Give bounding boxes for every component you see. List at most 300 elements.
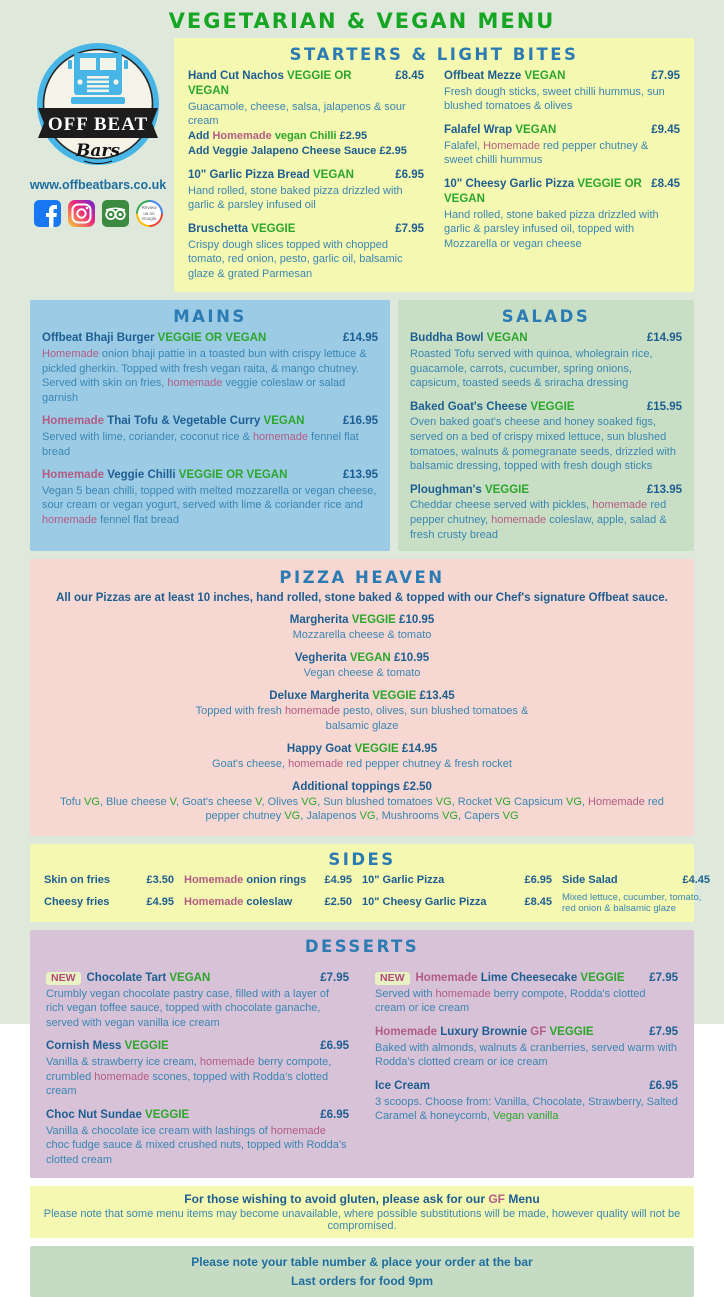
item-name: [410, 400, 574, 415]
homemade-label: homemade: [435, 987, 491, 1000]
starters-title: STARTERS & LIGHT BITES: [289, 45, 579, 64]
text-seg: Luxury Brownie: [437, 1025, 531, 1038]
text-seg: Ploughman's: [410, 483, 485, 496]
homemade-label: Homemade: [212, 129, 272, 142]
diet-tag: VG: [359, 810, 376, 823]
website-link[interactable]: www.offbeatbars.co.uk: [29, 178, 167, 192]
item-name: [46, 1108, 189, 1123]
item-desc: [46, 987, 349, 1031]
item-name: [188, 222, 295, 237]
homemade-label: homemade: [94, 1070, 150, 1083]
sides-title: SIDES: [328, 849, 396, 869]
diet-tag: VEGAN: [169, 971, 211, 984]
text-seg: ,: [581, 796, 589, 809]
text-seg: Thai Tofu & Vegetable Curry: [104, 415, 264, 428]
text-seg: Vegan cheese & tomato: [303, 667, 421, 680]
text-seg: For those wishing to avoid gluten, please ask for our: [184, 1192, 489, 1207]
text-seg: , Sun blushed tomatoes: [317, 796, 436, 809]
section-mains: [30, 300, 390, 551]
menu-item: [188, 168, 424, 213]
section-sides: [30, 844, 710, 922]
menu-item: [410, 331, 682, 390]
item-head: [42, 414, 378, 429]
salads-items: [410, 331, 682, 542]
menu-item: [444, 69, 680, 114]
text-seg: berry compote, crumbled: [46, 1056, 332, 1083]
side-item: [184, 896, 352, 910]
item-price: £7.95: [649, 1025, 678, 1038]
homemade-label: Homemade: [42, 347, 99, 360]
text-seg: Mozzarella cheese & tomato: [292, 628, 432, 641]
new-badge: NEW: [375, 972, 410, 986]
menu-item: [410, 483, 682, 542]
diet-tag: V: [255, 796, 262, 809]
item-name: [444, 69, 565, 84]
homemade-label: Homemade: [184, 895, 244, 908]
diet-tag: VEGGIE: [484, 483, 530, 496]
pizza-item: [42, 689, 682, 733]
top-row: [30, 38, 694, 292]
item-desc: [410, 415, 682, 473]
side-item-name: [562, 874, 618, 888]
text-seg: Vanilla & chocolate ice cream with lashings of: [46, 1124, 271, 1137]
homemade-label: homemade: [284, 705, 340, 718]
diet-tag: VG: [284, 810, 301, 823]
menu-item: [42, 331, 378, 405]
text-seg: Veggie Chilli: [104, 469, 179, 482]
item-name: [375, 971, 625, 986]
salads-title: SALADS: [501, 307, 591, 327]
side-item: [184, 874, 352, 888]
item-name: [46, 1039, 169, 1054]
page-title: VEGETARIAN & VEGAN MENU: [168, 9, 556, 33]
diet-tag: VG: [435, 796, 452, 809]
text-seg: Add Veggie Jalapeno Cheese Sauce £2.95: [188, 144, 407, 157]
text-seg: Roasted Tofu served with quinoa, wholegrain rice, guacamole, carrots, cucumber, spring onions, capsicum, toasted seeds & sriracha dressing: [410, 347, 653, 390]
pizza-item-name: [42, 780, 682, 795]
sides-grid: [44, 873, 710, 921]
menu-item: [46, 1039, 349, 1098]
diet-tag: VEGGIE: [124, 1040, 169, 1053]
instagram-icon[interactable]: [68, 200, 95, 227]
text-seg: 10" Garlic Pizza: [362, 873, 445, 886]
diet-tag: VEGGIE: [145, 1108, 190, 1121]
side-item-price: £8.45: [524, 895, 552, 908]
item-desc: [46, 1124, 349, 1168]
item-desc: [375, 1041, 678, 1070]
item-desc: [375, 987, 678, 1016]
text-seg: choc fudge sauce & mixed crushed nuts, topped with Rodda's clotted cream: [46, 1139, 347, 1166]
homemade-label: homemade: [42, 513, 98, 526]
diet-tag: VG: [442, 810, 459, 823]
text-seg: Menu: [505, 1192, 540, 1207]
diet-tag: VG: [495, 796, 511, 809]
starters-column-left: [188, 69, 424, 290]
mid-row: [30, 300, 694, 551]
text-seg: Fresh dough sticks, sweet chilli hummus, sun blushed tomatoes & olives: [444, 85, 665, 113]
item-price: £6.95: [395, 168, 424, 181]
diet-tag: VEGAN: [349, 652, 391, 665]
text-seg: fennel flat bread: [97, 513, 179, 526]
diet-tag: VEGGIE: [351, 614, 396, 627]
side-item-name: [184, 874, 306, 888]
text-seg: coleslaw: [243, 895, 293, 908]
item-desc: [444, 208, 680, 252]
item-price: £7.95: [395, 222, 424, 235]
gluten-note-line2: Please note that some menu items may become unavailable, where possible substitutions will be made, however quality will not be compromised.: [43, 1208, 681, 1233]
item-head: [410, 400, 682, 415]
text-seg: Hand rolled, stone baked pizza drizzled with garlic & parsley infused oil, topped with Mozzarella or vegan cheese: [444, 208, 659, 250]
item-name: [410, 483, 529, 498]
item-desc: [375, 1095, 678, 1124]
side-item-desc: [562, 892, 710, 915]
side-item: [362, 874, 552, 888]
pizza-item-desc: [192, 666, 532, 680]
side-item-name: [44, 874, 110, 888]
menu-item: [42, 414, 378, 459]
desserts-column-left: [46, 971, 349, 1176]
item-desc: [188, 238, 424, 282]
diet-tag: VEGAN: [263, 415, 305, 428]
pizza-item: [42, 613, 682, 642]
menu-item: [188, 69, 424, 159]
side-item-name: [362, 874, 444, 888]
google-review-inner: [138, 202, 161, 225]
text-seg: red pepper chutney & fresh rocket: [343, 757, 512, 770]
pizza-item-desc: [52, 795, 672, 824]
text-seg: red pepper chutney,: [410, 499, 667, 526]
menu-item: [46, 1108, 349, 1167]
side-item: [44, 896, 174, 910]
side-item-price: £4.95: [324, 873, 352, 886]
text-seg: Falafel,: [444, 139, 484, 152]
diet-tag: VG: [301, 796, 318, 809]
homemade-label: Homemade: [415, 971, 478, 984]
text-seg: Baked Goat's Cheese: [410, 400, 531, 413]
item-head: [375, 1079, 678, 1094]
text-seg: , Capers: [458, 810, 503, 823]
text-seg: onion bhaji pattie in a toasted bun with crispy lettuce & pickled gherkin. Topped with fresh vegan raita, & mango chutney. Served with skin on fries,: [42, 347, 367, 390]
item-head: [410, 331, 682, 346]
item-name: [46, 971, 210, 986]
offbeat-bars-logo: [32, 40, 164, 172]
text-seg: Crispy dough slices topped with chopped tomato, red onion, pesto, garlic oil, balsamic glaze & grated Parmesan: [188, 238, 403, 280]
item-desc: [42, 430, 378, 459]
desserts-title: DESSERTS: [304, 936, 420, 956]
homemade-label: homemade: [252, 430, 308, 443]
item-head: [42, 331, 378, 346]
diet-tag: VEGGIE: [530, 400, 575, 413]
text-seg: 10" Cheesy Garlic Pizza: [444, 177, 578, 190]
item-head: [46, 1108, 349, 1123]
diet-tag: V: [169, 796, 176, 809]
pizza-title: PIZZA HEAVEN: [279, 568, 445, 588]
side-item-name: [184, 896, 292, 910]
text-seg: Served with: [375, 987, 436, 1000]
text-seg: scones, topped with Rodda's clotted cream: [46, 1070, 329, 1098]
text-seg: 3 scoops. Choose from: Vanilla, Chocolate, Strawberry, Salted Caramel & honeycomb,: [375, 1095, 678, 1123]
item-addon-line: [188, 129, 424, 144]
item-head: [188, 168, 424, 183]
text-seg: Cheesy fries: [44, 895, 110, 908]
menu-item: [444, 177, 680, 251]
text-seg: Chocolate Tart: [86, 971, 170, 984]
item-price: £14.95: [342, 332, 378, 345]
text-seg: Buddha Bowl: [410, 332, 487, 345]
diet-tag: VEGGIE: [549, 1025, 594, 1038]
text-seg: Mixed lettuce, cucumber, tomato, red onion & balsamic glaze: [562, 891, 702, 915]
side-item-name: [362, 896, 486, 910]
text-seg: Goat's cheese,: [212, 757, 289, 770]
mains-title: MAINS: [173, 307, 247, 327]
diet-tag: VEGGIE: [372, 690, 417, 703]
pizza-item-desc: [192, 628, 532, 642]
logo-script: Bars: [76, 141, 120, 161]
new-badge: NEW: [46, 972, 81, 986]
diet-tag: VEGAN: [515, 123, 557, 136]
homemade-label: Homemade: [184, 873, 244, 886]
homemade-label: Homemade: [42, 415, 104, 428]
text-seg: red pepper chutney & sweet chilli hummus: [444, 139, 649, 167]
mains-items: [42, 331, 378, 527]
text-seg: Additional toppings £2.50: [292, 781, 432, 794]
text-seg: red pepper chutney: [205, 796, 664, 823]
item-addon-line: [188, 144, 424, 159]
text-seg: Choc Nut Sundae: [46, 1108, 146, 1121]
item-price: £14.95: [646, 332, 682, 345]
side-item: [44, 874, 174, 888]
item-name: [375, 1079, 430, 1094]
starters-column-right: [444, 69, 680, 290]
item-name: [42, 468, 287, 483]
item-price: £6.95: [320, 1040, 349, 1053]
homemade-label: Homemade: [483, 139, 540, 152]
text-seg: Hand Cut Nachos: [188, 70, 288, 82]
google-review-label: Review us on Google: [141, 204, 157, 222]
diet-tag: VEGGIE OR VEGAN: [157, 332, 267, 345]
text-seg: veggie coleslaw or salad garnish: [42, 377, 346, 404]
menu-item: [188, 222, 424, 281]
text-seg: £14.95: [398, 743, 438, 756]
sides-column: [362, 874, 552, 921]
homemade-label: Homemade: [588, 796, 645, 809]
brand-block: [30, 38, 166, 227]
item-price: £16.95: [342, 415, 378, 428]
text-seg: Vanilla & strawberry ice cream,: [46, 1056, 200, 1069]
text-seg: Skin on fries: [44, 873, 111, 886]
menu-item: [46, 971, 349, 1030]
diet-tag: VG: [565, 796, 582, 809]
text-seg: Cheddar cheese served with pickles,: [410, 499, 593, 512]
text-seg: Vegherita: [294, 652, 350, 665]
item-name: [410, 331, 528, 346]
text-seg: coleslaw, apple, salad & fresh crusty bread: [410, 513, 667, 541]
pizza-subtitle: All our Pizzas are at least 10 inches, hand rolled, stone baked & topped with our Chef's signature Offbeat sauce.: [56, 592, 668, 605]
homemade-label: Homemade: [375, 1025, 437, 1038]
menu-item: [375, 1025, 678, 1070]
sides-column: [562, 874, 710, 921]
menu-item: [444, 123, 680, 168]
pizza-item-name: [42, 689, 682, 704]
section-salads: [398, 300, 694, 551]
item-head: [46, 971, 349, 986]
item-name: [188, 168, 354, 183]
homemade-label: homemade: [199, 1056, 255, 1069]
text-seg: Falafel Wrap: [444, 123, 516, 136]
item-desc: [410, 498, 682, 542]
item-name: [444, 123, 556, 138]
text-seg: £10.95: [395, 614, 435, 627]
pizza-item: [42, 651, 682, 680]
social-row: [34, 200, 163, 227]
diet-tag: VG: [502, 810, 519, 823]
diet-tag: VEGAN: [486, 332, 528, 345]
item-price: £6.95: [320, 1108, 349, 1121]
text-seg: berry compote, Rodda's clotted cream or ice cream: [375, 987, 646, 1015]
text-seg: , Jalapenos: [300, 810, 360, 823]
text-seg: Bruschetta: [188, 222, 252, 235]
text-seg: Side Salad: [562, 873, 618, 886]
text-seg: Topped with fresh: [195, 705, 285, 718]
diet-tag: Vegan vanilla: [493, 1110, 559, 1123]
homemade-label: homemade: [167, 377, 223, 390]
homemade-label: homemade: [270, 1124, 326, 1137]
text-seg: Crumbly vegan chocolate pastry case, filled with a layer of rich vegan toffee sauce, topped with chocolate ganache, served with vegan vanilla ice cream: [46, 987, 330, 1029]
logo-wordmark: OFF BEAT: [47, 114, 149, 135]
text-seg: Capsicum: [510, 796, 566, 809]
google-review-icon[interactable]: [136, 200, 163, 227]
text-seg: Baked with almonds, walnuts & cranberries, served warm with Rodda's clotted cream or ice cream: [375, 1041, 678, 1069]
text-seg: Lime Cheesecake: [477, 971, 581, 984]
item-desc: [410, 347, 682, 391]
homemade-label: GF: [530, 1025, 547, 1038]
item-head: [444, 123, 680, 138]
facebook-icon[interactable]: [34, 200, 61, 227]
text-seg: Cornish Mess: [46, 1040, 125, 1053]
sides-column: [184, 874, 352, 921]
text-seg: 10" Garlic Pizza Bread: [188, 168, 313, 181]
text-seg: Hand rolled, stone baked pizza drizzled with garlic & parsley infused oil: [188, 184, 403, 212]
diet-tag: VEGGIE: [580, 971, 625, 984]
pizza-item-name: [42, 742, 682, 757]
text-seg: Deluxe Margherita: [269, 690, 373, 703]
item-price: £8.45: [395, 70, 424, 82]
side-item-price: £6.95: [524, 873, 552, 886]
item-price: £7.95: [320, 971, 349, 984]
pizza-item: [42, 742, 682, 771]
diet-tag: vegan Chilli: [274, 129, 337, 142]
diet-tag: VG: [84, 796, 100, 809]
text-seg: , Rocket: [451, 796, 496, 809]
homemade-label: GF: [488, 1192, 506, 1207]
menu-item: [375, 971, 678, 1016]
diet-tag: VEGGIE: [251, 222, 296, 235]
diet-tag: VEGGIE OR VEGAN: [178, 469, 288, 482]
text-seg: , Blue cheese: [99, 796, 170, 809]
item-desc: [444, 85, 680, 114]
item-head: [375, 1025, 678, 1040]
item-name: [375, 1025, 594, 1040]
item-price: £8.45: [651, 177, 680, 190]
text-seg: Guacamole, cheese, salsa, jalapenos & sour cream: [188, 100, 406, 128]
text-seg: Oven baked goat's cheese and honey soaked figs, served on a bed of crispy mixed lettuce, sun blushed tomatoes, walnuts & pomegranate seeds, drizzled with balsamic dressing, topped with fresh dough sticks: [410, 416, 676, 473]
item-desc: [42, 347, 378, 405]
side-item: [562, 874, 710, 888]
order-note-line1: Please note your table number & place your order at the bar: [191, 1255, 533, 1270]
menu-item: [42, 468, 378, 527]
item-desc: [46, 1055, 349, 1099]
text-seg: £10.95: [390, 652, 430, 665]
side-item: [362, 896, 552, 910]
text-seg: pesto, olives, sun blushed tomatoes & balsamic glaze: [325, 705, 529, 732]
text-seg: £2.95: [336, 129, 368, 142]
text-seg: fennel flat bread: [42, 430, 359, 458]
pizza-item: [42, 780, 682, 824]
item-head: [188, 222, 424, 237]
diet-tag: VEGAN: [524, 70, 566, 82]
pizza-items: [42, 613, 682, 824]
order-note-line2: Last orders for food 9pm: [290, 1273, 433, 1288]
item-name: [42, 414, 304, 429]
homemade-label: homemade: [491, 513, 547, 526]
tripadvisor-icon[interactable]: [102, 200, 129, 227]
item-price: £7.95: [651, 70, 680, 82]
item-desc: [444, 139, 680, 168]
side-item-price: £3.50: [146, 873, 174, 886]
text-seg: Tofu: [60, 796, 85, 809]
item-name: [42, 331, 266, 346]
pizza-item-desc: [192, 757, 532, 771]
text-seg: , Goat's cheese: [175, 796, 256, 809]
menu-item: [375, 1079, 678, 1124]
text-seg: Ice Cream: [375, 1079, 430, 1092]
text-seg: Vegan 5 bean chilli, topped with melted mozzarella or vegan cheese, sour cream or vegan yogurt, served with lime & coriander rice and: [42, 484, 377, 512]
text-seg: Served with lime, coriander, coconut rice &: [42, 430, 253, 443]
item-price: £9.45: [651, 123, 680, 136]
side-item-price: £4.45: [682, 873, 710, 886]
item-head: [46, 1039, 349, 1054]
gluten-note: [30, 1186, 694, 1238]
diet-tag: VEGGIE OR VEGAN: [188, 70, 352, 97]
homemade-label: homemade: [288, 757, 344, 770]
item-price: £6.95: [649, 1079, 678, 1092]
text-seg: Offbeat Bhaji Burger: [42, 332, 158, 345]
text-seg: Happy Goat: [286, 743, 355, 756]
text-seg: £13.45: [416, 690, 455, 703]
section-starters: [174, 38, 694, 292]
side-item-name: [44, 896, 109, 910]
gluten-note-line1: [40, 1192, 684, 1206]
diet-tag: VEGAN: [312, 168, 354, 181]
text-seg: Margherita: [289, 614, 352, 627]
item-desc: [188, 100, 424, 129]
item-price: £13.95: [646, 483, 682, 496]
text-seg: , Olives: [261, 796, 302, 809]
item-head: [375, 971, 678, 986]
order-note: [30, 1246, 694, 1297]
text-seg: 10" Cheesy Garlic Pizza: [362, 895, 487, 908]
item-desc: [188, 184, 424, 213]
homemade-label: Homemade: [42, 469, 104, 482]
item-head: [42, 468, 378, 483]
pizza-item-name: [42, 613, 682, 628]
item-head: [188, 69, 424, 99]
side-item-price: £2.50: [324, 895, 352, 908]
homemade-label: homemade: [592, 499, 648, 512]
sides-column: [44, 874, 174, 921]
menu-item: [410, 400, 682, 474]
text-seg: onion rings: [243, 873, 307, 886]
